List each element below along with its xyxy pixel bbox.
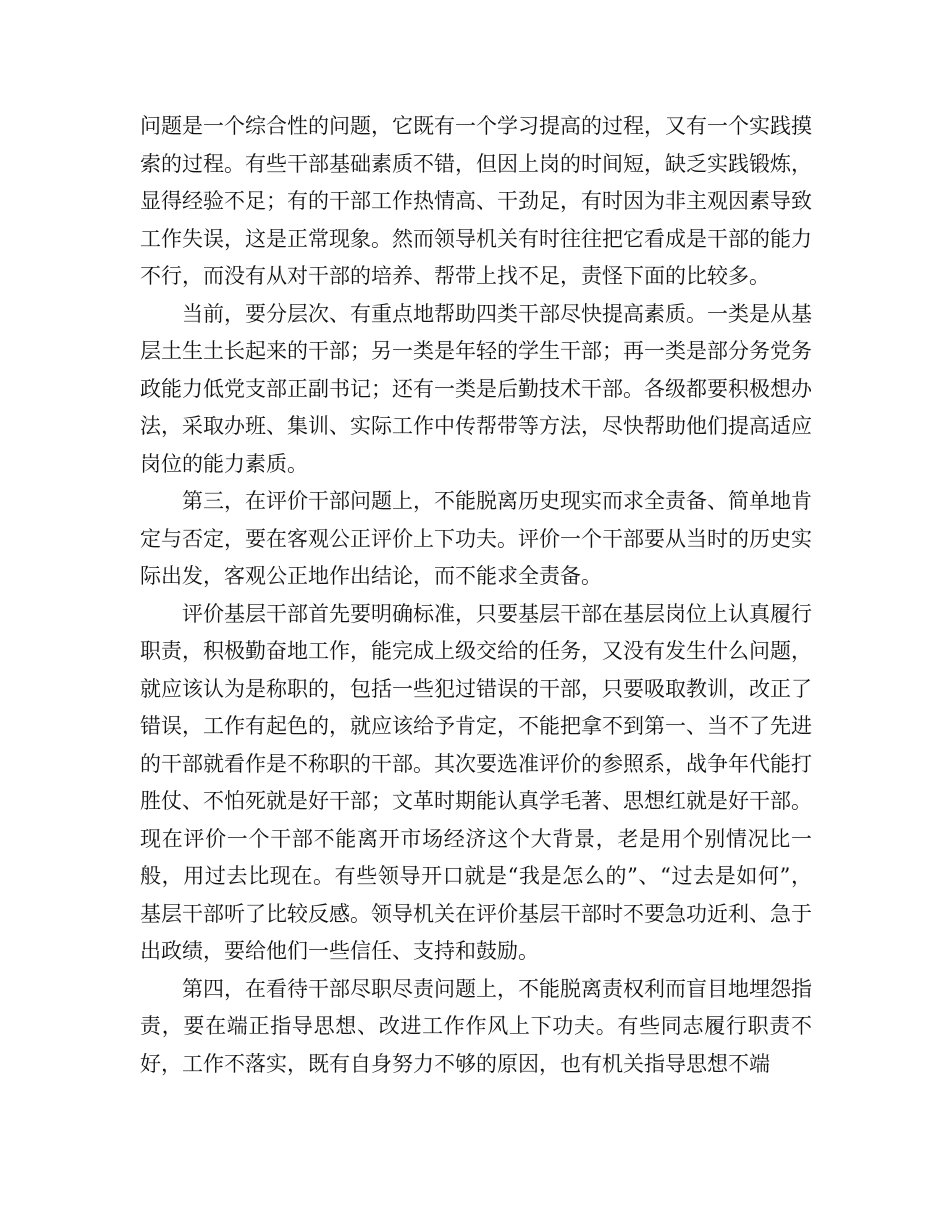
paragraph-4: 评价基层干部首先要明确标准，只要基层干部在基层岗位上认真履行职责，积极勤奋地工作，能完成上级交给的任务，又没有发生什么问题，就应该认为是称职的，包括一些犯过错误的干部，只要吸取教训，改正了错误，工作有起色的，就应该给予肯定，不能把拿不到第一、当不了先进的干部就看作是不称职的干部。其次要选准评价的参照系，战争年代能打胜仗、不怕死就是好干部；文革时期能认真学毛著、思想红就是好干部。现在评价一个干部不能离开市场经济这个大背景，老是用个别情况比一般，用过去比现在。有些领导开口就是“我是怎么的”、“过去是如何”，基层干部听了比较反感。领导机关在评价基层干部时不要急功近利、急于出政绩，要给他们一些信任、支持和鼓励。 bbox=[140, 601, 812, 963]
paragraph-3: 第三，在评价干部问题上，不能脱离历史现实而求全责备、简单地肯定与否定，要在客观公正评价上下功夫。评价一个干部要从当时的历史实际出发，客观公正地作出结论，而不能求全责备。 bbox=[140, 489, 812, 588]
paragraph-5: 第四，在看待干部尽职尽责问题上，不能脱离责权利而盲目地埋怨指责，要在端正指导思想、改进工作作风上下功夫。有些同志履行职责不好，工作不落实，既有自身努力不够的原因，也有机关指导思想不端 bbox=[140, 976, 812, 1076]
paragraph-1: 问题是一个综合性的问题，它既有一个学习提高的过程，又有一个实践摸索的过程。有些干部基础素质不错，但因上岗的时间短，缺乏实践锻炼，显得经验不足；有的干部工作热情高、干劲足，有时因为非主观因素导致工作失误，这是正常现象。然而领导机关有时往往把它看成是干部的能力不行，而没有从对干部的培养、帮带上找不足，责怪下面的比较多。 bbox=[140, 114, 812, 288]
paragraph-2: 当前，要分层次、有重点地帮助四类干部尽快提高素质。一类是从基层土生土长起来的干部；另一类是年轻的学生干部；再一类是部分务党务政能力低党支部正副书记；还有一类是后勤技术干部。各级都要积极想办法，采取办班、集训、实际工作中传帮带等方法，尽快帮助他们提高适应岗位的能力素质。 bbox=[140, 301, 812, 476]
document-body bbox=[140, 108, 812, 1083]
